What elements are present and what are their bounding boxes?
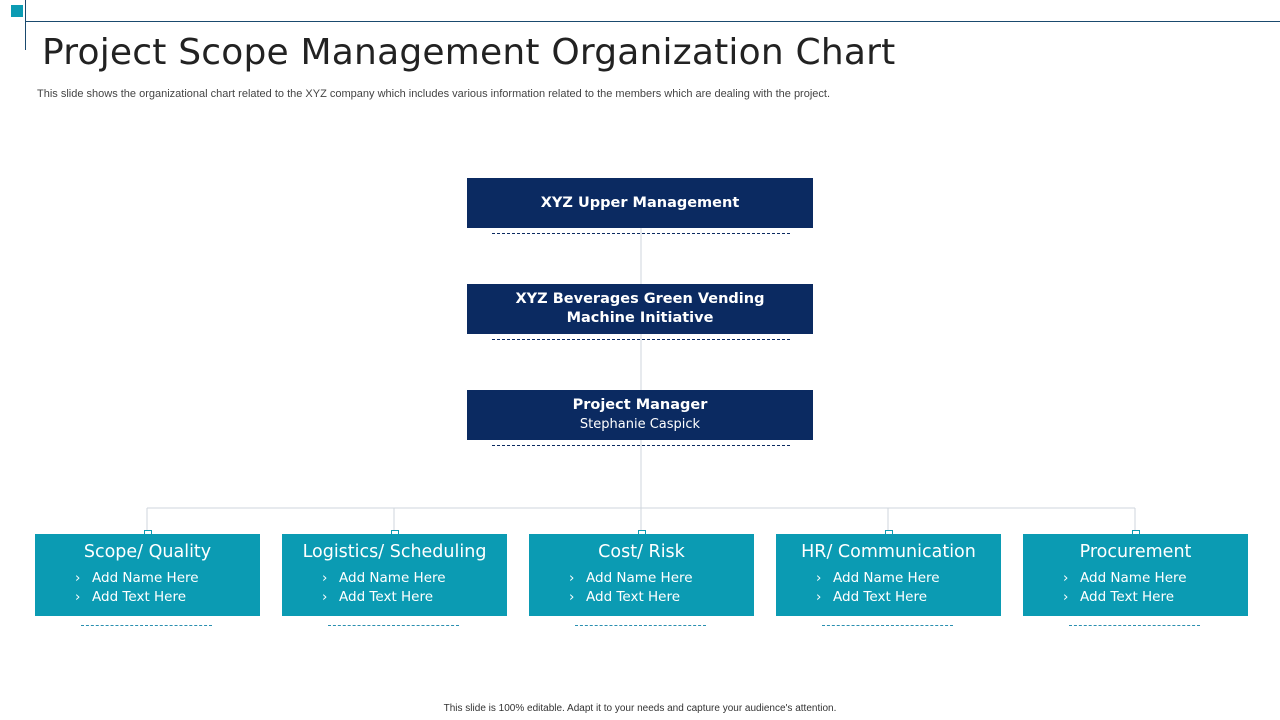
dept-hr-communication — [776, 534, 1001, 616]
chevron-right-icon: › — [816, 570, 822, 586]
dept-title: Cost/ Risk — [598, 542, 685, 562]
list-item-text: Add Text Here — [833, 589, 928, 605]
list-item-text: Add Text Here — [1080, 589, 1175, 605]
node-underline — [492, 445, 790, 446]
node-underline — [492, 233, 790, 234]
dept-underline — [328, 625, 459, 626]
page-title: Project Scope Management Organization Chart — [42, 32, 896, 73]
chevron-right-icon: › — [75, 589, 81, 605]
list-item — [322, 569, 507, 588]
chevron-right-icon: › — [322, 589, 328, 605]
footer-note: This slide is 100% editable. Adapt it to your needs and capture your audience's attention. — [443, 703, 837, 714]
chevron-right-icon: › — [816, 589, 822, 605]
list-item-text: Add Text Here — [92, 589, 187, 605]
node-underline — [492, 339, 790, 340]
dept-title: Logistics/ Scheduling — [302, 542, 487, 562]
dept-list — [1023, 569, 1248, 607]
page-subtitle: This slide shows the organizational chart related to the XYZ company which includes various information related to the members which are dealing with the project. — [37, 88, 831, 100]
list-item-text: Add Name Here — [586, 570, 693, 586]
node-title: XYZ Beverages Green Vending Machine Initiative — [515, 291, 765, 326]
list-item-text: Add Text Here — [586, 589, 681, 605]
list-item-text: Add Name Here — [1080, 570, 1187, 586]
dept-title: Procurement — [1079, 542, 1192, 562]
node-title: Project Manager — [572, 397, 708, 413]
list-item — [569, 569, 754, 588]
chevron-right-icon: › — [569, 570, 575, 586]
dept-list — [282, 569, 507, 607]
node-initiative — [467, 284, 813, 334]
dept-underline — [1069, 625, 1200, 626]
chevron-right-icon: › — [1063, 570, 1069, 586]
chevron-right-icon: › — [569, 589, 575, 605]
dept-title: HR/ Communication — [801, 542, 976, 562]
node-upper-management — [467, 178, 813, 228]
chevron-right-icon: › — [1063, 589, 1069, 605]
dept-procurement — [1023, 534, 1248, 616]
list-item — [816, 588, 1001, 607]
list-item — [569, 588, 754, 607]
chevron-right-icon: › — [75, 570, 81, 586]
list-item — [322, 588, 507, 607]
dept-list — [776, 569, 1001, 607]
dept-list — [35, 569, 260, 607]
dept-cost-risk — [529, 534, 754, 616]
list-item — [816, 569, 1001, 588]
list-item — [75, 569, 260, 588]
dept-underline — [575, 625, 706, 626]
node-title: XYZ Upper Management — [540, 194, 740, 211]
node-person-name: Stephanie Caspick — [579, 417, 701, 432]
dept-underline — [822, 625, 953, 626]
dept-list — [529, 569, 754, 607]
node-project-manager — [467, 390, 813, 440]
dept-underline — [81, 625, 212, 626]
list-item-text: Add Name Here — [339, 570, 446, 586]
list-item-text: Add Name Here — [92, 570, 199, 586]
list-item — [75, 588, 260, 607]
list-item — [1063, 588, 1248, 607]
chevron-right-icon: › — [322, 570, 328, 586]
dept-title: Scope/ Quality — [83, 542, 212, 562]
dept-scope-quality — [35, 534, 260, 616]
dept-logistics-scheduling — [282, 534, 507, 616]
list-item-text: Add Name Here — [833, 570, 940, 586]
list-item — [1063, 569, 1248, 588]
list-item-text: Add Text Here — [339, 589, 434, 605]
